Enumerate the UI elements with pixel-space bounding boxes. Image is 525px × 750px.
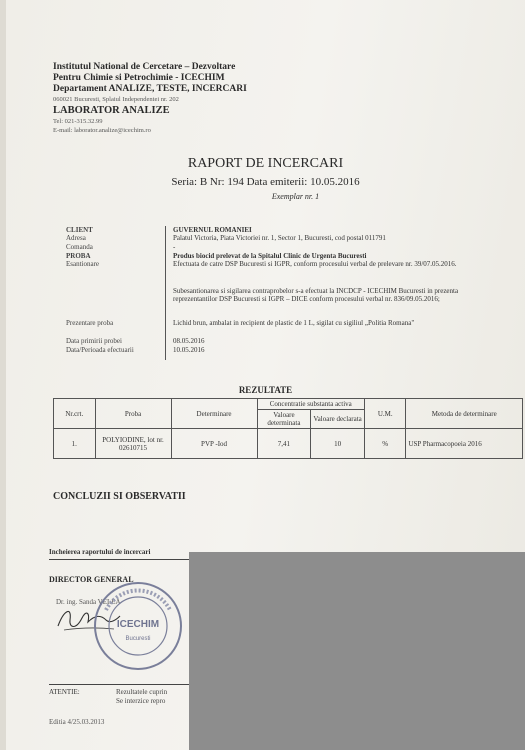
row-method: USP Pharmacopoeia 2016 [406,429,523,459]
department-name: Departament ANALIZE, TESTE, INCERCARI [53,84,247,94]
report-title: RAPORT DE INCERCARI [187,156,344,171]
table-row [54,429,523,459]
col-determination: Determinare [171,399,257,429]
presentation-label: Prezentare proba [66,319,114,327]
results-title: REZULTATE [238,385,293,395]
row-declared-value: 10 [311,429,365,459]
sampling-label: Esantionare [66,260,100,268]
col-sample: Proba [95,399,171,429]
col-nr: Nr.crt. [54,399,96,429]
stamp-center-text: ICECHIM [116,619,160,630]
footer-line [49,684,189,685]
address-label: Adresa [66,234,86,242]
client-value: GUVERNUL ROMANIEI [173,226,252,234]
col-determined-value: Valoare determinata [257,410,311,429]
edition-text: Editia 4/25.03.2013 [49,718,105,726]
sample-label: PROBA [66,252,91,260]
conclusions-heading: CONCLUZII SI OBSERVATII [53,491,186,502]
test-period-label: Data/Perioada efectuarii [66,346,134,354]
row-nr: 1. [54,429,96,459]
report-series: Seria: B Nr: 194 Data emiterii: 10.05.2016 [171,176,360,188]
client-label: CLIENT [66,226,93,234]
lab-email: E-mail: laborator.analize@icechim.ro [53,127,151,134]
director-name: Dr. ing. Sanda VELEA [56,598,121,606]
order-label: Comanda [66,243,93,251]
presentation-value: Lichid brun, ambalat in recipient de plastic de 1 L, sigilat cu sigiliul „Politia Romana" [173,319,415,327]
col-method: Metoda de determinare [406,399,523,429]
institute-name: Institutul National de Cercetare – Dezvoltare [53,62,236,72]
attention-label: ATENTIE: [49,688,80,696]
report-end-text: Incheierea raportului de incercari [49,548,151,556]
report-end-line [49,559,189,560]
row-determined-value: 7,41 [257,429,311,459]
col-concentration: Concentratie substanta activa [257,399,364,410]
row-determination: PVP -Iod [171,429,257,459]
director-title: DIRECTOR GENERAL [49,575,134,584]
received-date-value: 08.05.2016 [173,337,205,345]
sampling-value-1: Efectuata de catre DSP Bucuresti si IGPR, conform procesului verbal de prelevare nr. 39/07.05.2016. [173,260,457,268]
test-period-value: 10.05.2016 [173,346,205,354]
institute-subname: Pentru Chimie si Petrochimie - ICECHIM [53,73,225,83]
sample-value: Produs biocid prelevat de la Spitalul Clinic de Urgenta Bucuresti [173,252,367,260]
lab-phone: Tel: 021-315.32.99 [53,118,103,125]
address-value: Palatul Victoria, Piata Victoriei nr. 1, Sector 1, Bucuresti, cod postal 011791 [173,234,386,242]
institute-address: 060021 Bucuresti, Splaiul Independentei nr. 202 [53,96,179,103]
attention-text-1: Rezultatele cuprin [116,688,168,696]
col-unit: U.M. [364,399,406,429]
row-unit: % [364,429,406,459]
info-divider [165,226,166,360]
order-value: - [173,243,176,251]
col-declared-value: Valoare declarata [311,410,365,429]
stamp-city-text: Bucuresti [125,636,151,642]
institute-stamp [92,580,184,672]
results-table [53,398,523,459]
sampling-value-2: Subesantionarea si sigilarea contraprobelor s-a efectuat la INCDCP - ICECHIM Bucuresti in prezenta reprezentantilor DSP Bucuresti si IGPR – DICE conform procesului verbal nr. 836/09.05.2016; [173,287,459,303]
lab-name: LABORATOR ANALIZE [53,105,170,116]
exemplar-number: Exemplar nr. 1 [271,192,320,201]
attention-text-2: Se interzice repro [116,697,166,705]
redacted-area [189,552,525,750]
row-sample: POLYIODINE, lot nr. 02610715 [95,429,171,459]
received-date-label: Data primirii probei [66,337,122,345]
document-page [6,0,525,750]
